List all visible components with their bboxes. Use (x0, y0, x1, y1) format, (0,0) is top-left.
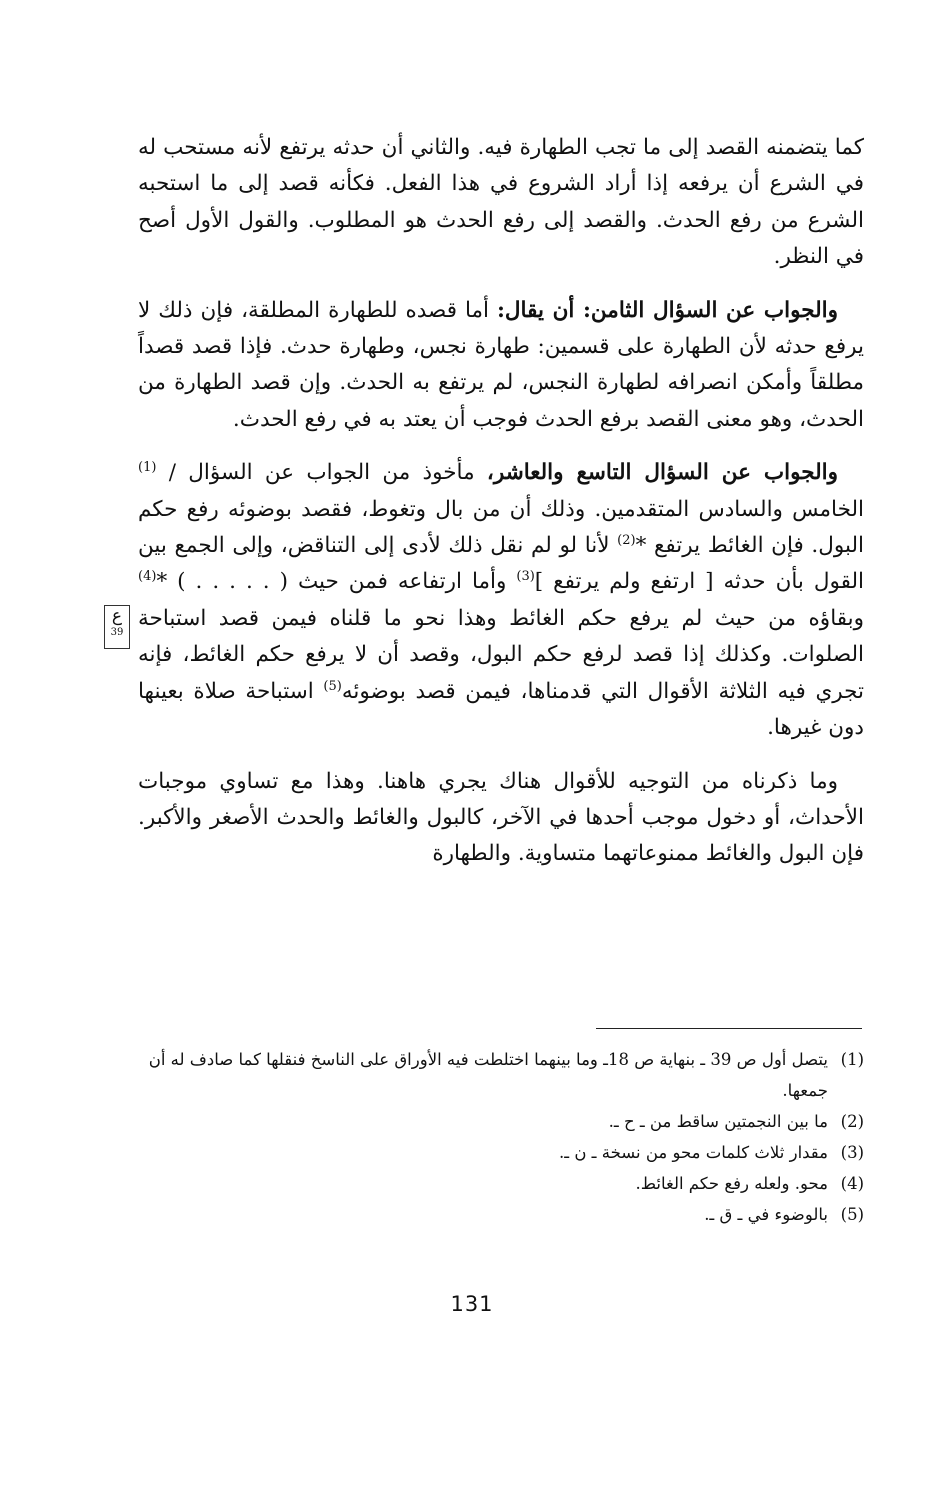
paragraph-3-text-6: استباحة صلاة بعينها دون غيرها. (138, 678, 864, 741)
paragraph-3-text-2: الخامس والسادس المتقدمين. وذلك أن من بال وتغوط، فقصد بوضوئه رفع حكم البول. فإن الغائط يرتفع * (138, 496, 864, 559)
footnote-5-text: بالوضوء في ـ ق ـ. (704, 1205, 828, 1224)
paragraph-1 (138, 130, 864, 276)
paragraph-2-heading: والجواب عن السؤال الثامن: أن يقال: (497, 297, 838, 323)
footnote-3-text: مقدار ثلاث كلمات محو من نسخة ـ ن ـ. (559, 1143, 828, 1162)
paragraph-3-text-5: وبقاؤه من حيث لم يرفع حكم الغائط وهذا نحو ما قلناه فيمن قصد استباحة الصلوات. وكذلك إذا قصد لرفع حكم البول، وقصد أن لا يرفع حكم الغائط، فإنه تجري فيه الثلاثة الأقوال التي قدمناها، فيمن قصد بوضوئه (138, 605, 864, 704)
paragraph-1-text: كما يتضمنه القصد إلى ما تجب الطهارة فيه. والثاني أن حدثه يرتفع لأنه مستحب له في الشرع أن يرفعه إذا أراد الشروع في هذا الفعل. فكأنه قصد إلى ما استحبه الشرع من رفع الحدث. والقصد إلى رفع الحدث هو المطلوب. والقول الأول أصح في النظر. (138, 135, 864, 270)
footnote-4-text: محو. ولعله رفع حكم الغائط. (635, 1174, 828, 1193)
footnote-4-number: (4) (840, 1174, 864, 1193)
footnote-ref-3: (3) (516, 569, 535, 585)
paragraph-3-text-3: لأنا لو لم نقل ذلك لأدى إلى التناقض، وإلى الجمع بين القول بأن حدثه [ ارتفع ولم يرتفع ] (138, 533, 864, 595)
footnote-1-text: يتصل أول ص 39 ـ بنهاية ص 18ـ وما بينهما اختلطت فيه الأوراق على الناسخ فنقلها كما صادف له أن جمعها. (148, 1050, 828, 1100)
footnote-divider (596, 1028, 862, 1029)
footnote-2 (138, 1106, 864, 1137)
footnote-ref-1: (1) (138, 460, 157, 476)
manuscript-page-marker (104, 605, 130, 649)
footnote-1 (138, 1044, 864, 1106)
paragraph-3-text-1: مأخوذ من الجواب عن السؤال / (156, 460, 487, 486)
paragraph-2 (138, 293, 864, 439)
paragraph-4 (138, 764, 864, 873)
manuscript-page-number: 39 (110, 627, 124, 638)
footnote-3 (138, 1137, 864, 1168)
footnote-5 (138, 1199, 864, 1230)
paragraph-3-heading: والجواب عن السؤال التاسع والعاشر، (486, 460, 838, 486)
footnote-1-number: (1) (840, 1050, 864, 1069)
paragraph-4-text: وما ذكرناه من التوجيه للأقوال هناك يجري هاهنا. وهذا مع تساوي موجبات الأحداث، أو دخول موجب أحدها في الآخر، كالبول والغائط والحدث الأصغر والأكبر. فإن البول والغائط ممنوعاتهما متساوية. والطهارة (138, 768, 864, 867)
footnote-ref-5: (5) (323, 678, 342, 694)
footnote-ref-2: (2) (617, 532, 636, 548)
main-text (138, 130, 864, 873)
footnote-3-number: (3) (840, 1143, 864, 1162)
footnote-2-text: ما بين النجمتين ساقط من ـ ح ـ. (608, 1112, 828, 1131)
paragraph-3-text-4: وأما ارتفاعه فمن حيث ( . . . . . ) * (156, 569, 517, 595)
paragraph-2-text: أما قصده للطهارة المطلقة، فإن ذلك لا يرفع حدثه لأن الطهارة على قسمين: طهارة نجس، وطهارة حدث. فإذا قصد قصداً مطلقاً وأمكن انصرافه لطهارة النجس، لم يرتفع به الحدث. وإن قصد الطهارة من الحدث، وهو معنى القصد برفع الحدث فوجب أن يعتد به في رفع الحدث. (138, 297, 864, 432)
footnote-ref-4: (4) (138, 569, 157, 585)
footnote-2-number: (2) (840, 1112, 864, 1131)
footnote-5-number: (5) (840, 1205, 864, 1224)
manuscript-letter: ع (111, 606, 123, 626)
page-number: 131 (450, 1292, 494, 1316)
footnote-4 (138, 1168, 864, 1199)
paragraph-3 (138, 455, 864, 746)
footnotes (138, 1044, 864, 1230)
